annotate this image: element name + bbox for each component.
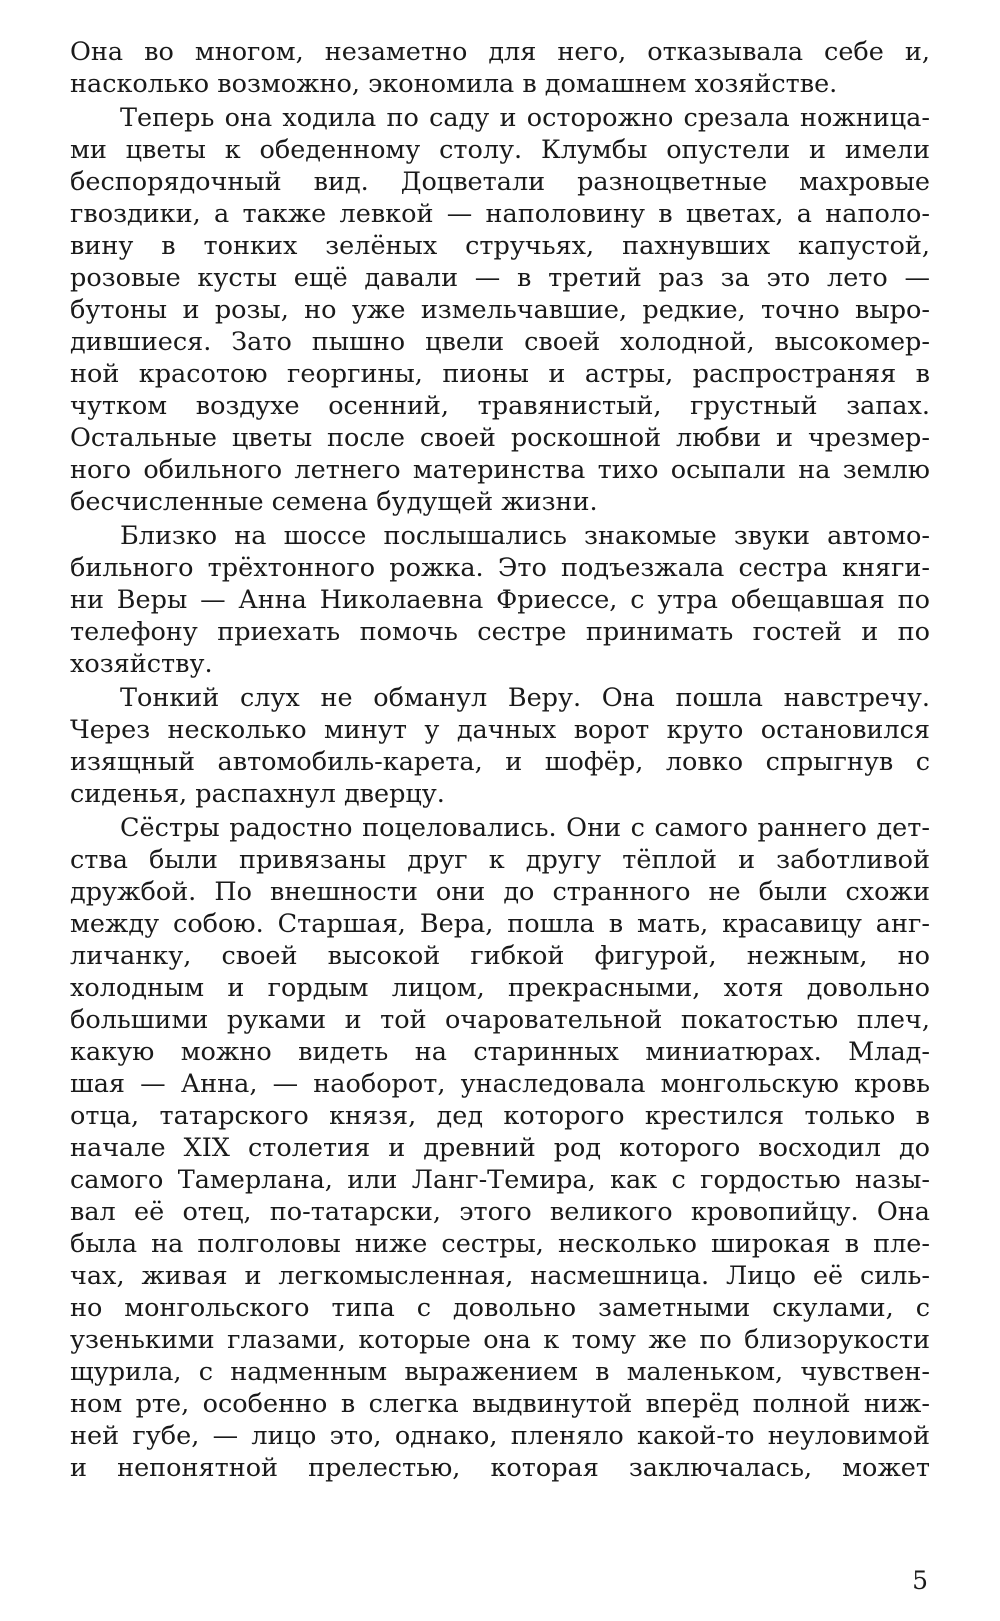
text-line: хозяйству. [70,649,213,679]
text-line: ни Веры — Анна Николаевна Фриессе, с утра обещавшая по [70,585,930,615]
paragraph-4 [70,682,930,810]
paragraph-1 [70,36,930,100]
text-line: личанку, своей высокой гибкой фигурой, нежным, но [70,941,930,971]
paragraph-5 [70,812,930,1484]
text-line: Теперь она ходила по саду и осторожно срезала ножница- [120,103,930,133]
text-line: ней губе, — лицо это, однако, пленяло какой-то неуловимой [70,1421,930,1451]
text-line: начале XIX столетия и древний род которого восходил до [70,1133,930,1163]
paragraph-2 [70,102,930,518]
text-line: гвоздики, а также левкой — наполовину в цветах, а наполо- [70,199,930,229]
paragraph-3 [70,520,930,680]
text-line: Она во многом, незаметно для него, отказывала себе и, [70,37,930,67]
page-number: 5 [912,1566,928,1595]
text-line: но монгольского типа с довольно заметными скулами, с [70,1293,930,1323]
text-line: какую можно видеть на старинных миниатюрах. Млад- [70,1037,930,1067]
text-line: розовые кусты ещё давали — в третий раз за это лето — [70,263,930,293]
text-line: вал её отец, по-татарски, этого великого кровопийцу. Она [70,1197,930,1227]
text-line: сиденья, распахнул дверцу. [70,779,445,809]
text-line: дружбой. По внешности они до странного не были схожи [70,877,930,907]
text-line: шая — Анна, — наоборот, унаследовала монгольскую кровь [70,1069,930,1099]
text-line: изящный автомобиль-карета, и шофёр, ловко спрыгнув с [70,747,930,777]
text-line: бильного трёхтонного рожка. Это подъезжала сестра княги- [70,553,930,583]
text-line: ном рте, особенно в слегка выдвинутой вперёд полной ниж- [70,1389,930,1419]
text-line: насколько возможно, экономила в домашнем хозяйстве. [70,69,838,99]
text-line: между собою. Старшая, Вера, пошла в мать, красавицу анг- [70,909,930,939]
text-line: ми цветы к обеденному столу. Клумбы опустели и имели [70,135,930,165]
text-line: ной красотою георгины, пионы и астры, распространяя в [70,359,930,389]
text-line: Через несколько минут у дачных ворот круто остановился [70,715,930,745]
text-line: телефону приехать помочь сестре принимать гостей и по [70,617,930,647]
text-line: чах, живая и легкомысленная, насмешница. Лицо её силь- [70,1261,930,1291]
text-line: Остальные цветы после своей роскошной любви и чрезмер- [70,423,930,453]
text-line: отца, татарского князя, дед которого крестился только в [70,1101,930,1131]
text-line: была на полголовы ниже сестры, несколько широкая в пле- [70,1229,930,1259]
text-line: Близко на шоссе послышались знакомые звуки автомо- [120,521,930,551]
text-line: узенькими глазами, которые она к тому же по близорукости [70,1325,930,1355]
text-line: и непонятной прелестью, которая заключалась, может [70,1453,930,1483]
text-line: дившиеся. Зато пышно цвели своей холодной, высокомер- [70,327,930,357]
page-text [70,36,930,1486]
text-line: большими руками и той очаровательной покатостью плеч, [70,1005,930,1035]
text-line: бутоны и розы, но уже измельчавшие, редкие, точно выро- [70,295,930,325]
text-line: холодным и гордым лицом, прекрасными, хотя довольно [70,973,930,1003]
text-line: ства были привязаны друг к другу тёплой и заботливой [70,845,930,875]
text-line: щурила, с надменным выражением в маленьком, чувствен- [70,1357,930,1387]
text-line: беспорядочный вид. Доцветали разноцветные махровые [70,167,930,197]
text-line: чутком воздухе осенний, травянистый, грустный запах. [70,391,930,421]
text-line: Тонкий слух не обманул Веру. Она пошла навстречу. [120,683,930,713]
text-line: самого Тамерлана, или Ланг-Темира, как с гордостью назы- [70,1165,930,1195]
text-line: Сёстры радостно поцеловались. Они с самого раннего дет- [120,813,930,843]
text-line: ного обильного летнего материнства тихо осыпали на землю [70,455,930,485]
text-line: бесчисленные семена будущей жизни. [70,487,598,517]
text-line: вину в тонких зелёных стручьях, пахнувших капустой, [70,231,930,261]
